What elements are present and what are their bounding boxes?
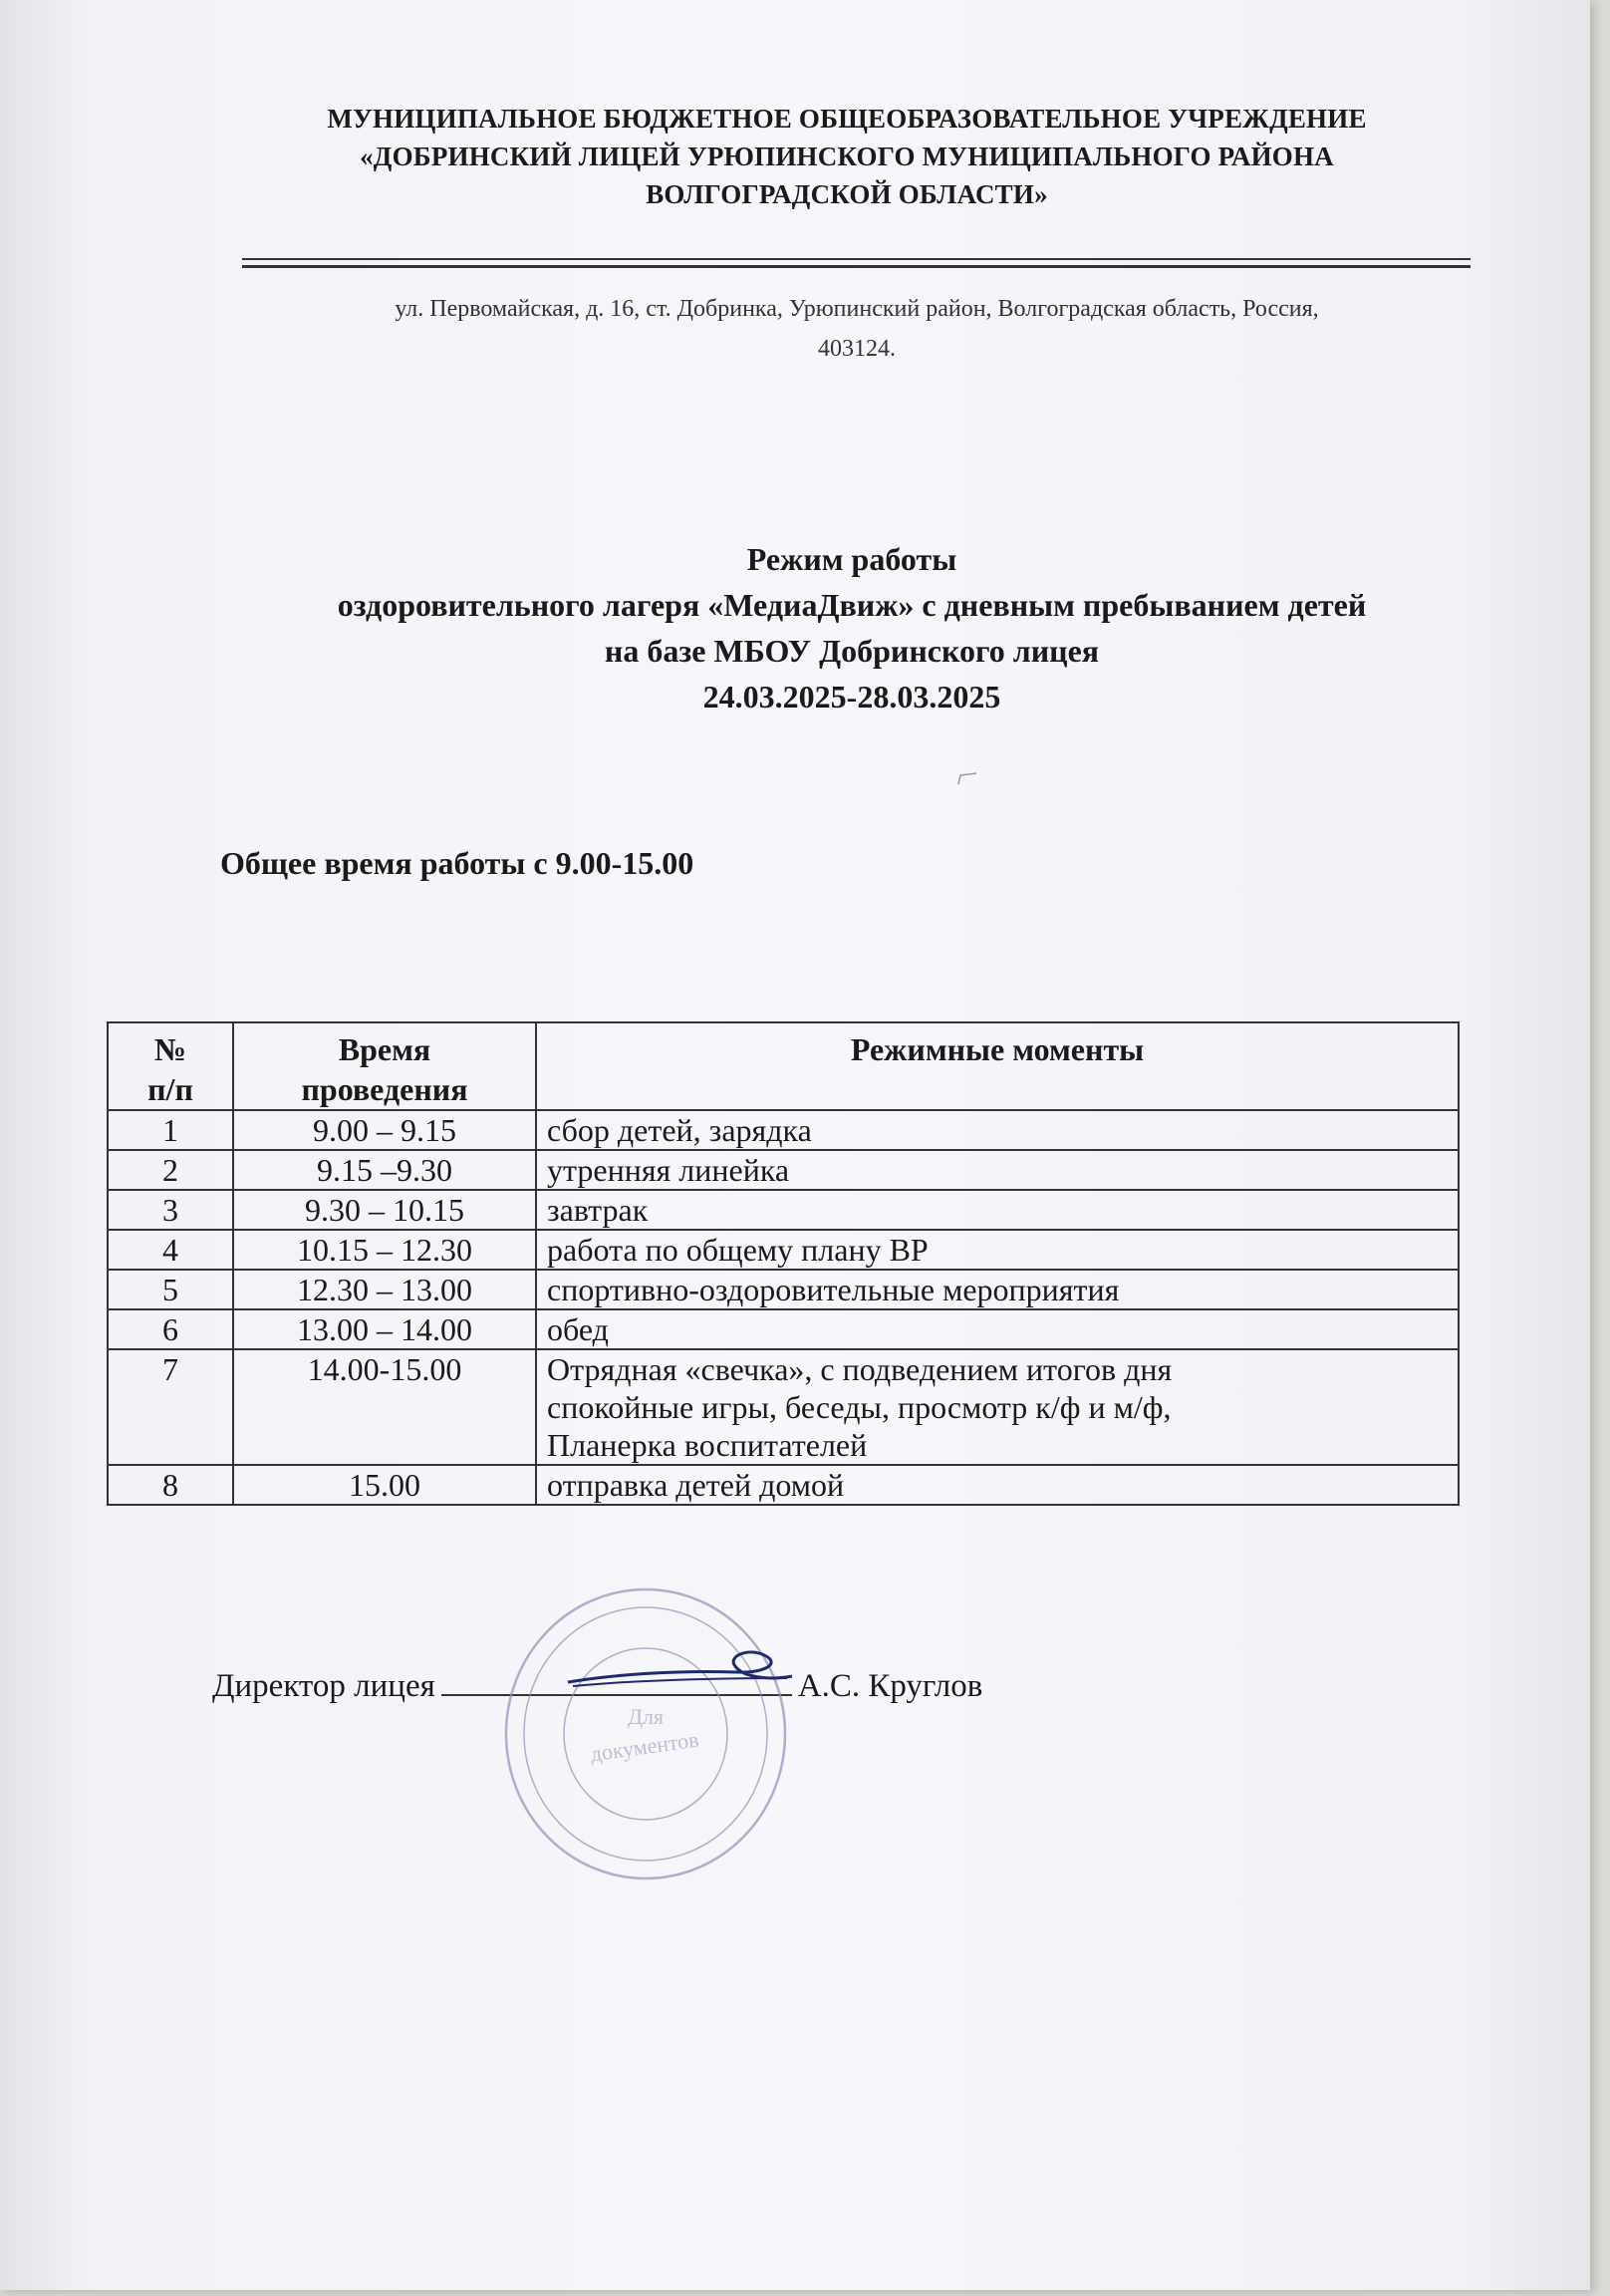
- row-time: 10.15 – 12.30: [233, 1230, 536, 1270]
- row-activity-line: Отрядная «свечка», с подведением итогов дня: [547, 1351, 1173, 1387]
- row-time: 9.30 – 10.15: [233, 1190, 536, 1230]
- row-time: 15.00: [233, 1465, 536, 1505]
- official-seal-stamp: [496, 1579, 795, 1888]
- address-line-2: 403124.: [818, 336, 896, 362]
- row-activity: [536, 1465, 1459, 1505]
- table-row: [108, 1270, 1459, 1309]
- row-activity-line: спортивно-оздоровительные мероприятия: [547, 1272, 1120, 1307]
- pen-mark: [956, 772, 978, 786]
- title-line-3: на базе МБОУ Добринского лицея: [604, 633, 1100, 669]
- table-row: [108, 1465, 1459, 1505]
- column-header-number: [108, 1022, 233, 1110]
- row-number: 4: [108, 1230, 233, 1270]
- header-line-1: МУНИЦИПАЛЬНОЕ БЮДЖЕТНОЕ ОБЩЕОБРАЗОВАТЕЛЬНОЕ УЧРЕЖДЕНИЕ: [327, 104, 1367, 134]
- title-line-2: оздоровительного лагеря «МедиаДвиж» с дневным пребыванием детей: [337, 587, 1367, 623]
- row-number: 3: [108, 1190, 233, 1230]
- row-activity-line: отправка детей домой: [547, 1467, 845, 1503]
- header-line-3: ВОЛГОГРАДСКОЙ ОБЛАСТИ»: [646, 179, 1048, 209]
- working-hours: Общее время работы с 9.00-15.00: [220, 845, 694, 881]
- row-time: 12.30 – 13.00: [233, 1270, 536, 1309]
- row-activity-line: работа по общему плану ВР: [547, 1232, 929, 1268]
- row-activity-line: завтрак: [547, 1192, 649, 1228]
- handwritten-signature: [558, 1634, 797, 1704]
- row-activity: [536, 1150, 1459, 1190]
- signatory-role: Директор лицея: [212, 1668, 435, 1704]
- schedule-table-body: [108, 1110, 1459, 1505]
- column-header-time: [233, 1022, 536, 1110]
- institution-address: [229, 289, 1484, 369]
- row-activity: [536, 1349, 1459, 1465]
- header-divider-thick: [242, 265, 1471, 268]
- column-header-number-line-2: п/п: [147, 1071, 193, 1107]
- row-number: 2: [108, 1150, 233, 1190]
- row-activity-line: сбор детей, зарядка: [547, 1112, 812, 1148]
- row-activity: [536, 1230, 1459, 1270]
- column-header-time-line-1: Время: [338, 1031, 431, 1067]
- header-line-2: «ДОБРИНСКИЙ ЛИЦЕЙ УРЮПИНСКОГО МУНИЦИПАЛЬНОГО РАЙОНА: [360, 142, 1334, 171]
- row-time: 9.15 –9.30: [233, 1150, 536, 1190]
- table-row: [108, 1230, 1459, 1270]
- table-row: [108, 1349, 1459, 1465]
- table-row: [108, 1110, 1459, 1150]
- header-divider-thin: [242, 258, 1471, 260]
- stamp-text-2: документов: [589, 1726, 700, 1767]
- title-line-1: Режим работы: [746, 541, 957, 577]
- table-row: [108, 1309, 1459, 1349]
- address-line-1: ул. Первомайская, д. 16, ст. Добринка, Урюпинский район, Волгоградская область, Россия,: [395, 296, 1319, 322]
- row-activity-line: спокойные игры, беседы, просмотр к/ф и м/ф,: [547, 1389, 1172, 1425]
- column-header-time-line-2: проведения: [301, 1071, 468, 1107]
- row-activity: [536, 1110, 1459, 1150]
- table-row: [108, 1150, 1459, 1190]
- column-header-number-line-1: №: [153, 1031, 187, 1067]
- row-number: 8: [108, 1465, 233, 1505]
- row-activity: [536, 1309, 1459, 1349]
- document-title: [179, 536, 1524, 719]
- row-activity: [536, 1190, 1459, 1230]
- column-header-activity: Режимные моменты: [536, 1022, 1459, 1110]
- row-activity-line: Планерка воспитателей: [547, 1427, 868, 1463]
- row-time: 13.00 – 14.00: [233, 1309, 536, 1349]
- title-date-range: 24.03.2025-28.03.2025: [702, 679, 1001, 715]
- table-header-row: [108, 1022, 1459, 1110]
- row-time: 9.00 – 9.15: [233, 1110, 536, 1150]
- row-number: 7: [108, 1349, 233, 1465]
- row-activity-line: обед: [547, 1311, 609, 1347]
- row-number: 1: [108, 1110, 233, 1150]
- row-number: 5: [108, 1270, 233, 1309]
- row-activity: [536, 1270, 1459, 1309]
- institution-header: [199, 100, 1494, 213]
- table-row: [108, 1190, 1459, 1230]
- schedule-table: [107, 1021, 1460, 1506]
- row-time: 14.00-15.00: [233, 1349, 536, 1465]
- signatory-name: А.С. Круглов: [797, 1668, 983, 1704]
- stamp-text-1: Для: [627, 1704, 665, 1729]
- row-activity-line: утренняя линейка: [547, 1152, 790, 1188]
- row-number: 6: [108, 1309, 233, 1349]
